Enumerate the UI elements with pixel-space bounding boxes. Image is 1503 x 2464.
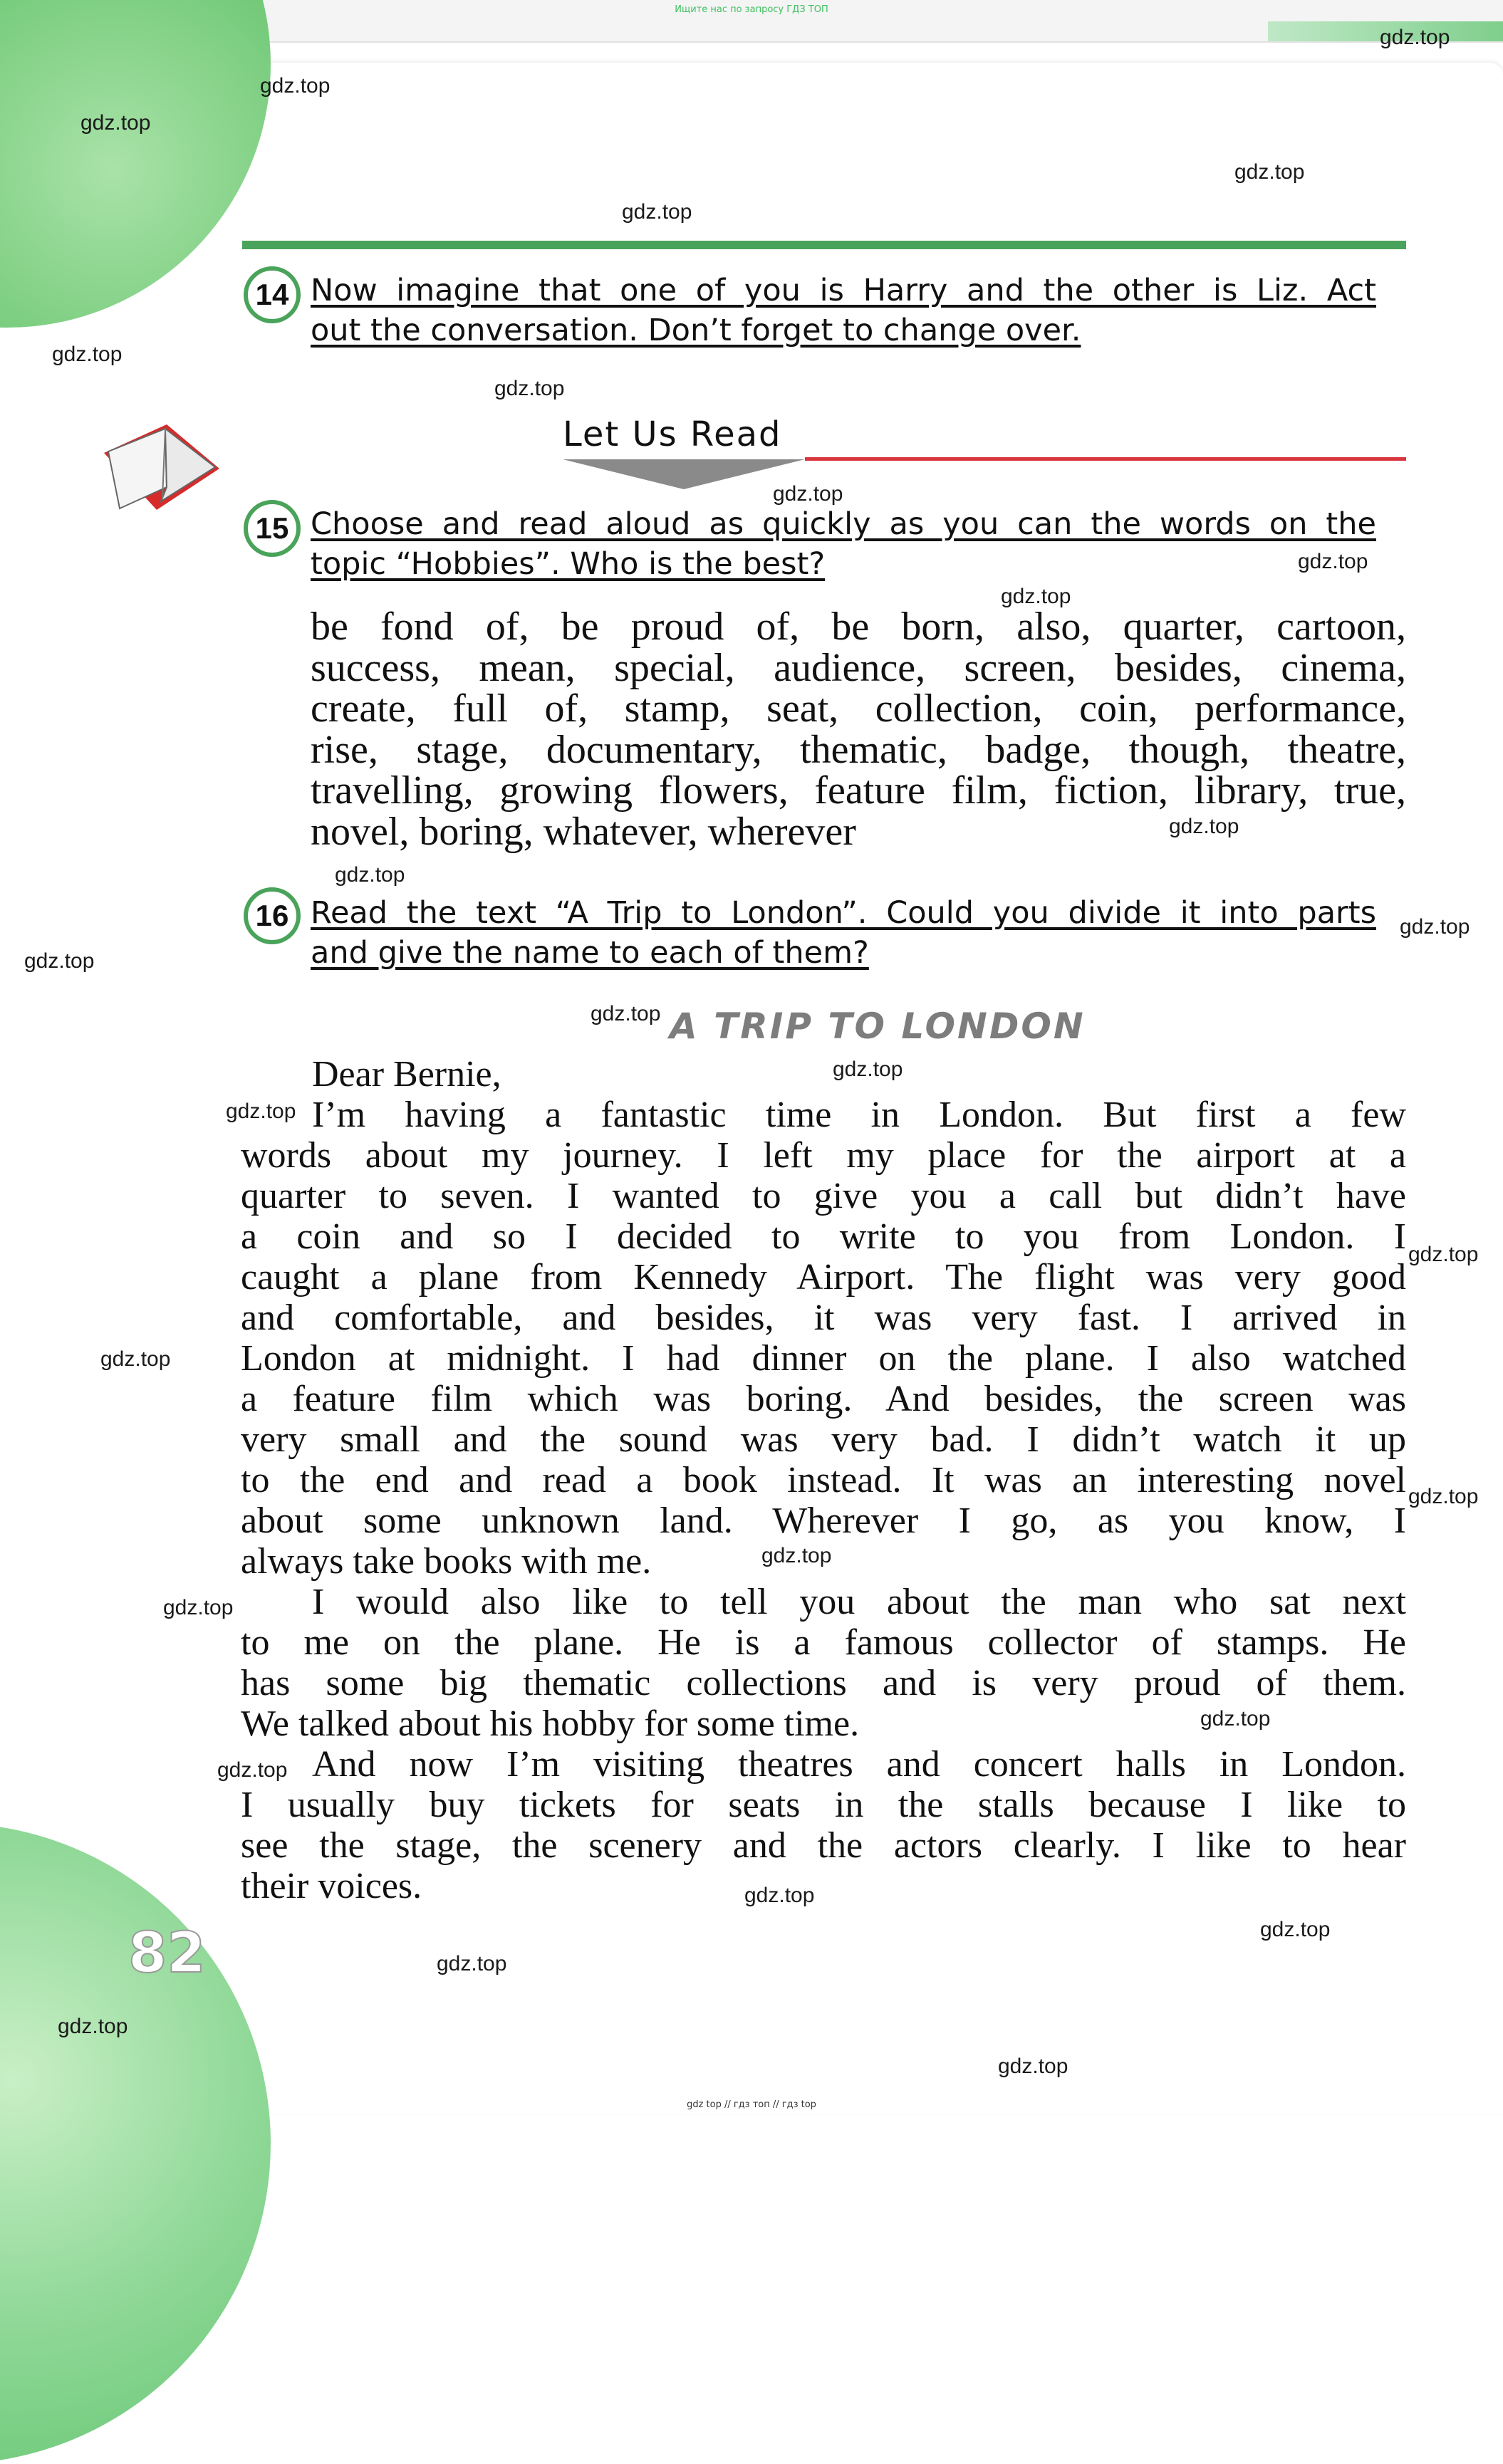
watermark: gdz.top: [437, 1952, 507, 1975]
letter-line: a coin and so I decided to write to you from London. I: [241, 1216, 1406, 1257]
letter-line: to me on the plane. He is a famous collector of stamps. He: [241, 1622, 1406, 1663]
task-16-text: [311, 893, 1376, 973]
letter-line: London at midnight. I had dinner on the plane. I also watched: [241, 1338, 1406, 1379]
letter-line: I’m having a fantastic time in London. But first a few: [312, 1095, 1406, 1135]
task-16-line: Read the text “A Trip to London”. Could you divide it into parts: [311, 895, 1376, 931]
hobbies-word-list: [311, 607, 1406, 852]
watermark: gdz.top: [226, 1100, 296, 1123]
watermark: gdz.top: [1200, 1707, 1271, 1730]
letter-line: has some big thematic collections and is very proud of them.: [241, 1663, 1406, 1703]
section-divider: [242, 241, 1406, 249]
watermark: gdz.top: [1400, 915, 1470, 939]
task-number-16: 16: [244, 887, 301, 944]
task-15-line: Choose and read aloud as quickly as you can the words on the: [311, 506, 1376, 542]
watermark: gdz.top: [744, 1884, 815, 1907]
task-15-line: topic “Hobbies”. Who is the best?: [311, 546, 826, 582]
watermark: gdz.top: [1380, 26, 1450, 49]
section-arrow: [563, 459, 805, 489]
word-list-line: create, full of, stamp, seat, collection, coin, performance,: [311, 687, 1406, 731]
watermark: gdz.top: [163, 1596, 234, 1619]
letter-line: And now I’m visiting theatres and concert halls in London.: [312, 1744, 1406, 1785]
letter-line: quarter to seven. I wanted to give you a call but didn’t have: [241, 1176, 1406, 1216]
watermark: gdz.top: [58, 2015, 128, 2038]
letter-line: their voices.: [241, 1866, 422, 1906]
letter-text: [241, 1054, 1406, 1906]
task-number-15: 15: [244, 500, 301, 557]
word-list-line: novel, boring, whatever, wherever: [311, 809, 856, 854]
watermark: gdz.top: [622, 200, 692, 224]
watermark: gdz.top: [80, 111, 151, 135]
word-list-line: rise, stage, documentary, thematic, badge, though, theatre,: [311, 727, 1406, 772]
top-note: Ищите нас по запросу ГДЗ ТОП: [675, 4, 828, 15]
task-14-line: out the conversation. Don’t forget to change over.: [311, 313, 1081, 348]
section-red-line: [805, 457, 1406, 461]
watermark: gdz.top: [591, 1002, 661, 1025]
watermark: gdz.top: [24, 949, 95, 973]
task-number-14: 14: [244, 266, 301, 323]
section-title: Let Us Read: [563, 414, 782, 454]
watermark: gdz.top: [1298, 550, 1368, 573]
letter-line: about some unknown land. Wherever I go, as you know, I: [241, 1500, 1406, 1541]
watermark: gdz.top: [1260, 1918, 1331, 1941]
watermark: gdz.top: [335, 863, 405, 887]
text-title: A TRIP TO LONDON: [670, 1006, 1086, 1047]
watermark: gdz.top: [217, 1758, 288, 1782]
task-14-text: [311, 271, 1376, 350]
watermark: gdz.top: [761, 1544, 832, 1567]
letter-line: We talked about his hobby for some time.: [241, 1703, 860, 1744]
task-14-line: Now imagine that one of you is Harry and the other is Liz. Act: [311, 273, 1376, 308]
watermark: gdz.top: [773, 482, 843, 506]
task-15-text: [311, 504, 1376, 584]
task-16-line: and give the name to each of them?: [311, 935, 869, 971]
watermark: gdz.top: [1234, 160, 1305, 184]
page-number: 82: [128, 1921, 206, 1985]
watermark: gdz.top: [100, 1347, 171, 1371]
letter-line: to the end and read a book instead. It was an interesting novel: [241, 1460, 1406, 1500]
letter-line: I would also like to tell you about the man who sat next: [312, 1582, 1406, 1622]
watermark: gdz.top: [1169, 815, 1239, 838]
bottom-note: gdz top // гдз топ // гдз top: [687, 2099, 816, 2110]
watermark: gdz.top: [833, 1058, 903, 1081]
letter-line: Dear Bernie,: [312, 1054, 501, 1095]
letter-line: I usually buy tickets for seats in the stalls because I like to: [241, 1785, 1406, 1825]
word-list-line: travelling, growing flowers, feature film, fiction, library, true,: [311, 768, 1406, 813]
word-list-line: be fond of, be proud of, be born, also, quarter, cartoon,: [311, 605, 1406, 649]
letter-line: see the stage, the scenery and the actors clearly. I like to hear: [241, 1825, 1406, 1866]
watermark: gdz.top: [260, 74, 331, 98]
letter-line: always take books with me.: [241, 1541, 652, 1582]
watermark: gdz.top: [998, 2055, 1068, 2078]
letter-line: caught a plane from Kennedy Airport. The flight was very good: [241, 1257, 1406, 1298]
letter-line: and comfortable, and besides, it was very fast. I arrived in: [241, 1298, 1406, 1338]
book-icon: [101, 419, 222, 518]
word-list-line: success, mean, special, audience, screen, besides, cinema,: [311, 645, 1406, 690]
letter-line: words about my journey. I left my place for the airport at a: [241, 1135, 1406, 1176]
watermark: gdz.top: [1408, 1485, 1479, 1508]
letter-line: a feature film which was boring. And besides, the screen was: [241, 1379, 1406, 1419]
letter-line: very small and the sound was very bad. I didn’t watch it up: [241, 1419, 1406, 1460]
watermark: gdz.top: [52, 343, 123, 366]
watermark: gdz.top: [1408, 1243, 1479, 1266]
watermark: gdz.top: [494, 377, 565, 400]
watermark: gdz.top: [1001, 585, 1071, 608]
